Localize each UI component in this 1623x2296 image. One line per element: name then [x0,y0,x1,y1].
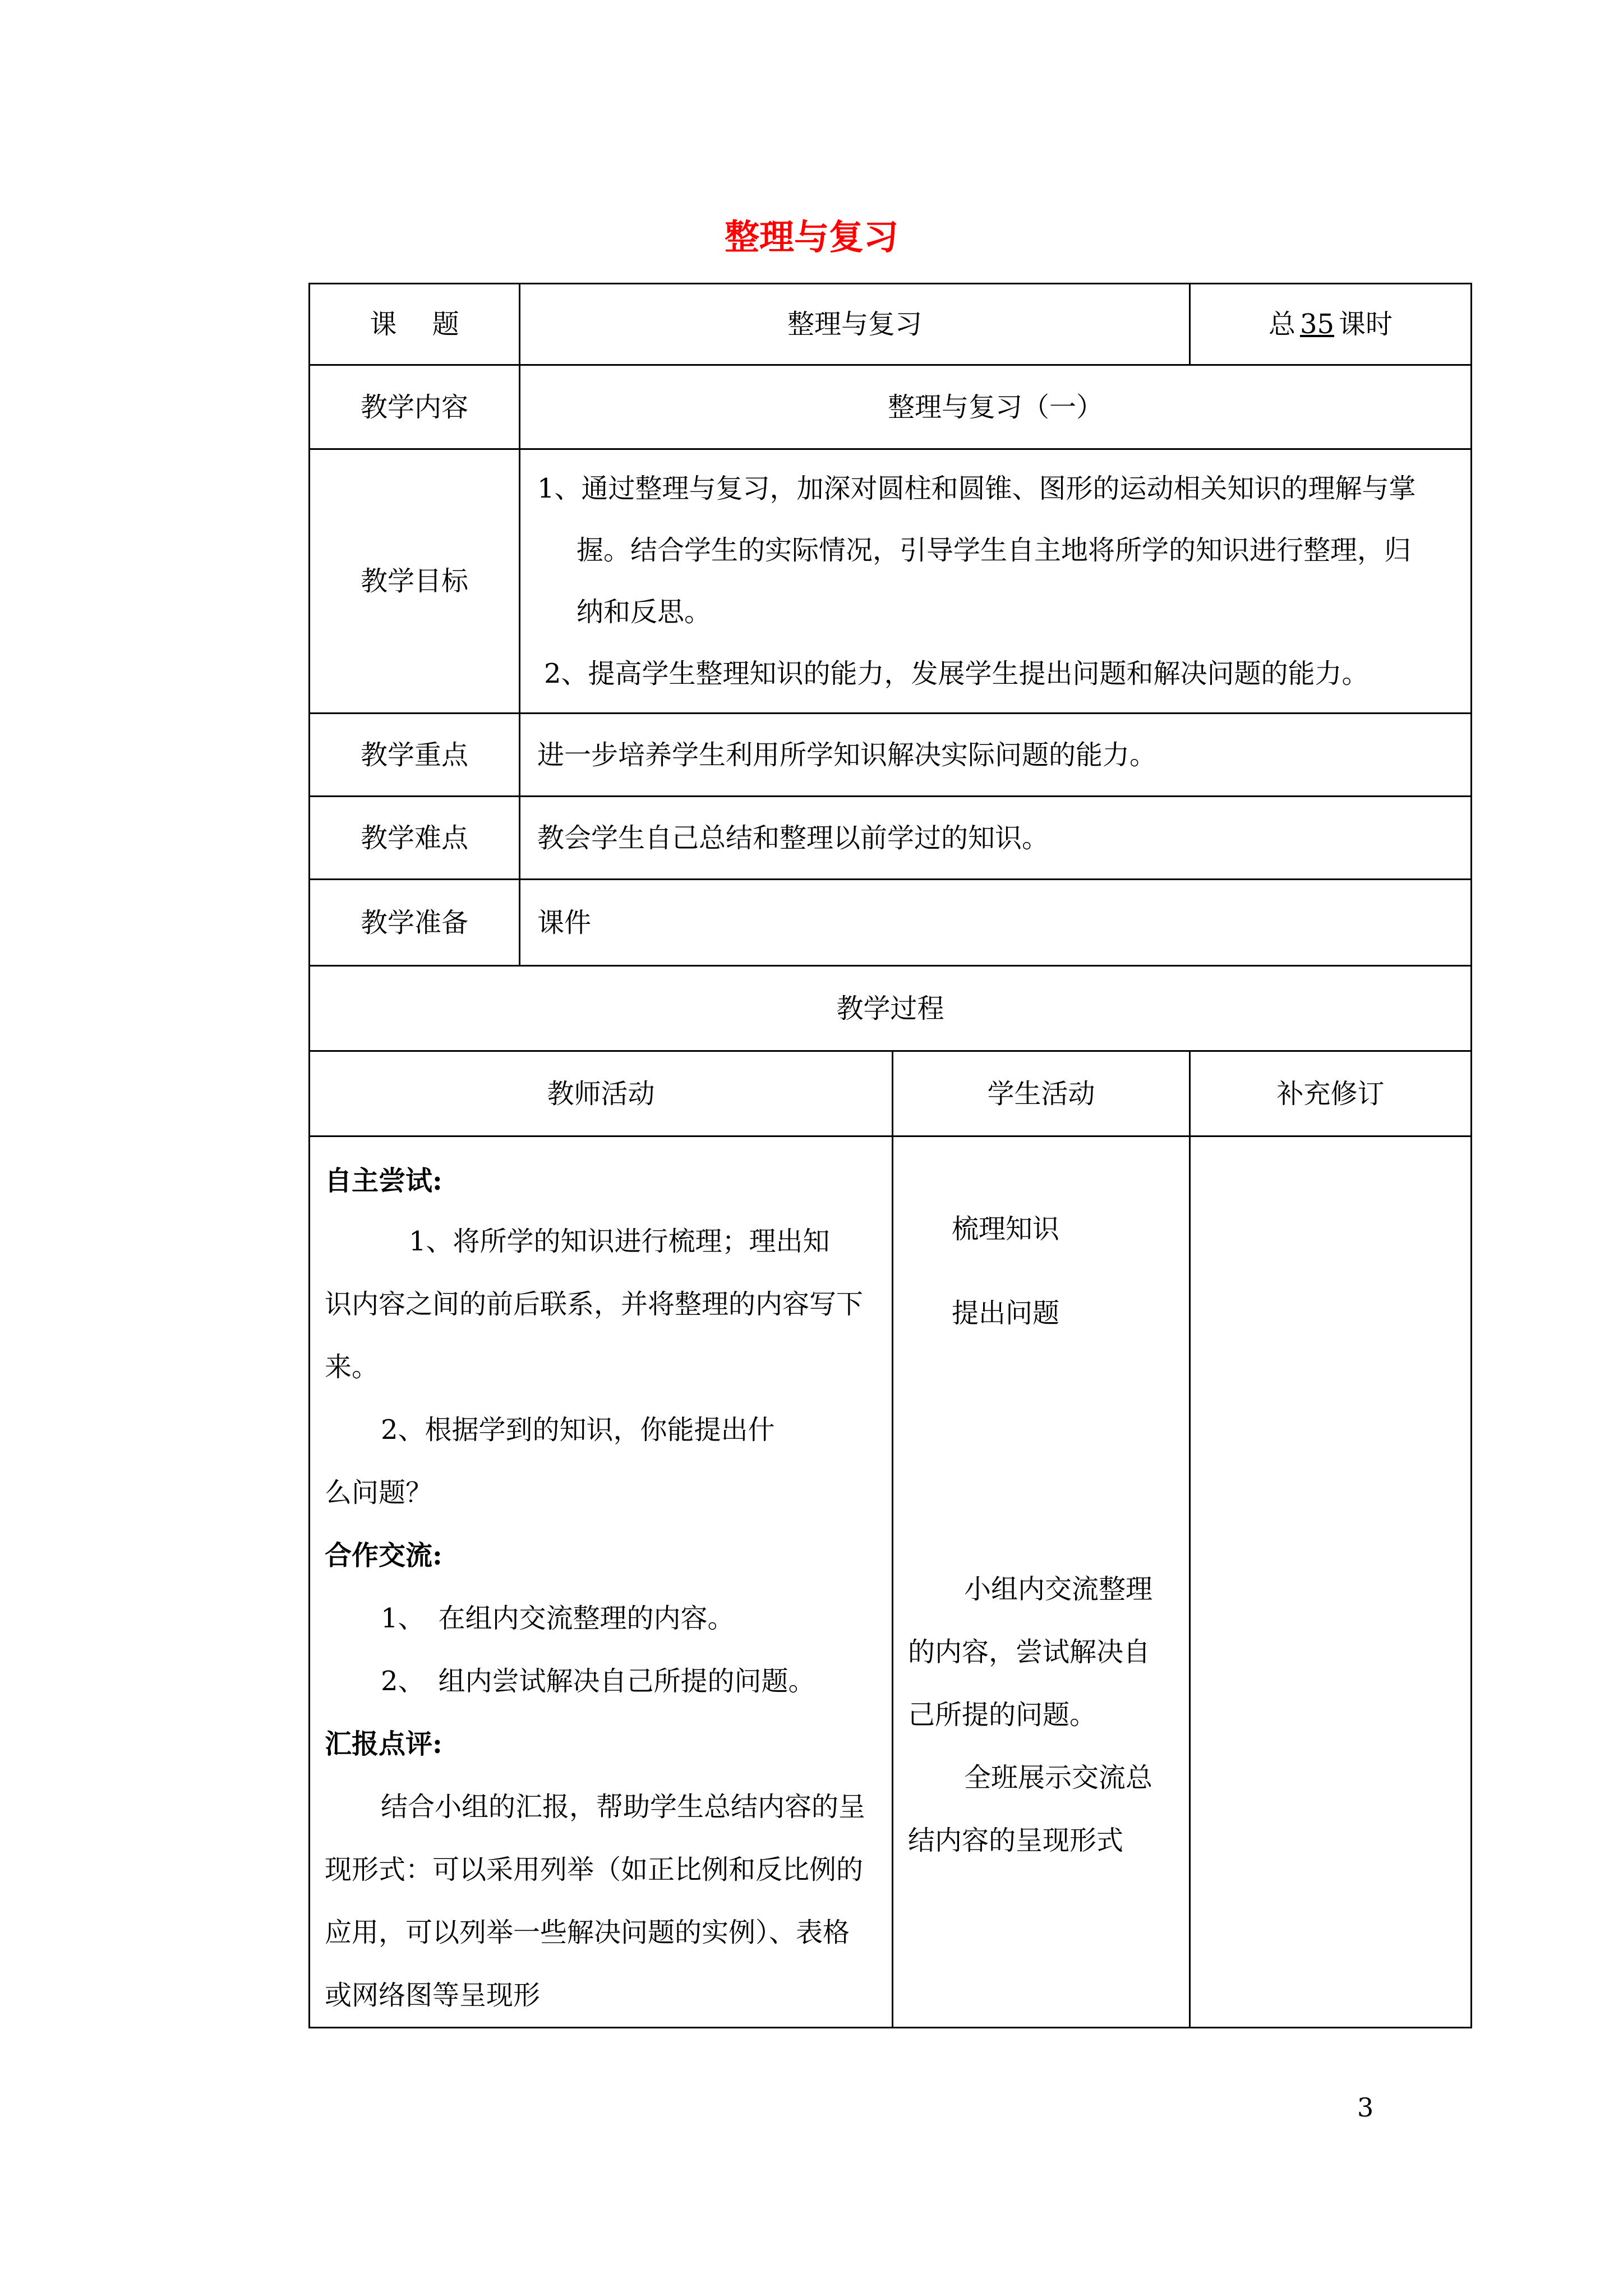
page-number: 3 [1357,2092,1374,2123]
process-heading: 教学过程 [310,966,1472,1051]
goal-line: 1、通过整理与复习，加深对圆柱和圆锥、图形的运动相关知识的理解与掌 [537,473,1416,504]
teacher-activity-cell [310,1137,893,2028]
key-point-value: 进一步培养学生利用所学知识解决实际问题的能力。 [520,714,1472,797]
content-value: 整理与复习（一） [520,365,1472,449]
student-activity-cell [893,1137,1190,2028]
topic-label: 课 题 [310,284,520,365]
lesson-plan-table [308,283,1472,2028]
preparation-label: 教学准备 [310,880,520,966]
total-prefix: 总 [1268,309,1295,340]
text-line: 梳理知识 [952,1213,1060,1245]
page-title: 整理与复习 [724,217,898,257]
section-heading: 汇报点评: [325,1728,442,1760]
text-line: 结内容的呈现形式 [908,1825,1124,1856]
text-line: 提出问题 [952,1297,1060,1329]
text-line: 来。 [325,1351,379,1383]
student-activity-header: 学生活动 [893,1051,1190,1137]
text-line: 1、将所学的知识进行梳理；理出知 [409,1226,830,1257]
text-line: 或网络图等呈现形 [325,1980,541,2011]
total-suffix: 课时 [1339,309,1393,340]
notes-header: 补充修订 [1190,1051,1472,1137]
text-line: 小组内交流整理 [964,1573,1153,1605]
text-line: 现形式：可以采用列举（如正比例和反比例的 [325,1854,864,1885]
text-line: 的内容，尝试解决自 [908,1636,1151,1668]
text-line: 应用，可以列举一些解决问题的实例）、表格 [325,1917,850,1948]
total-lessons [1190,284,1472,365]
text-line: 2、 组内尝试解决自己所提的问题。 [381,1665,815,1697]
text-line: 全班展示交流总 [964,1762,1153,1793]
text-line: 识内容之间的前后联系，并将整理的内容写下 [325,1289,864,1320]
section-heading: 自主尝试: [325,1165,442,1197]
text-line: 1、 在组内交流整理的内容。 [381,1603,735,1634]
difficulty-value: 教会学生自己总结和整理以前学过的知识。 [520,797,1472,880]
goal-line: 纳和反思。 [577,596,712,628]
total-number: 35 [1299,309,1335,340]
content-label: 教学内容 [310,365,520,449]
goal-line: 2、提高学生整理知识的能力，发展学生提出问题和解决问题的能力。 [544,658,1369,689]
text-line: 么问题？ [325,1477,433,1508]
text-line: 己所提的问题。 [908,1699,1097,1731]
notes-cell [1190,1137,1472,2028]
text-line: 2、根据学到的知识，你能提出什 [381,1414,775,1446]
goals-text [520,449,1472,714]
topic-value: 整理与复习 [520,284,1190,365]
goals-label: 教学目标 [310,449,520,714]
text-line: 结合小组的汇报，帮助学生总结内容的呈 [381,1791,866,1823]
difficulty-label: 教学难点 [310,797,520,880]
teacher-activity-header: 教师活动 [310,1051,893,1137]
preparation-value: 课件 [520,880,1472,966]
section-heading: 合作交流: [325,1540,442,1571]
key-point-label: 教学重点 [310,714,520,797]
goal-line: 握。结合学生的实际情况，引导学生自主地将所学的知识进行整理，归 [577,535,1412,566]
